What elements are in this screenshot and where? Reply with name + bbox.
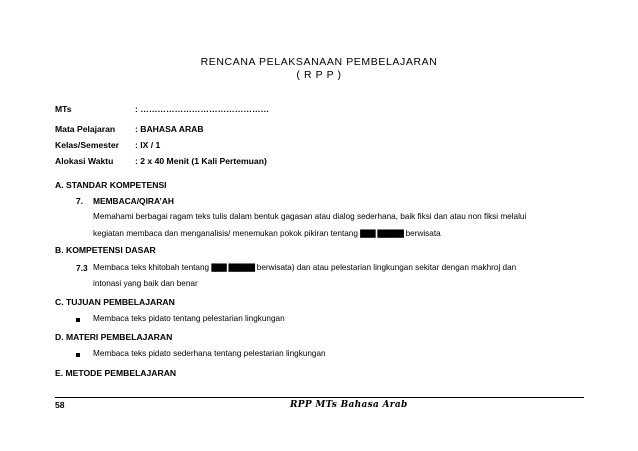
arabic-text-glyph: ███████ xyxy=(377,230,404,238)
footer-book-title: RPP MTs Bahasa Arab xyxy=(290,400,408,410)
section-b-heading: B. KOMPETENSI DASAR xyxy=(55,245,156,255)
bullet-icon xyxy=(76,318,80,322)
identity-label-mts: MTs xyxy=(55,104,72,114)
section-a-heading: A. STANDAR KOMPETENSI xyxy=(55,180,167,190)
footer-divider xyxy=(55,397,584,398)
arabic-text-glyph: ████ xyxy=(211,264,227,272)
section-a-line1: Memahami berbagai ragam teks tulis dalam bentuk gagasan atau dialog sederhana, baik fiksi dan atau non fiksi melalui xyxy=(93,212,527,221)
bullet-icon xyxy=(76,353,80,357)
section-d-heading: D. MATERI PEMBELAJARAN xyxy=(55,332,173,342)
section-a-line2 xyxy=(93,229,441,238)
section-e-heading: E. METODE PEMBELAJARAN xyxy=(55,368,177,378)
section-b-line1-post: berwisata) dan atau pelestarian lingkungan sekitar dengan makhroj dan xyxy=(256,263,517,272)
page-title: RENCANA PELAKSANAAN PEMBELAJARAN xyxy=(200,56,438,68)
identity-value-subject: : BAHASA ARAB xyxy=(135,124,204,134)
section-d-bullet: Membaca teks pidato sederhana tentang pelestarian lingkungan xyxy=(93,349,326,358)
identity-value-class: : IX / 1 xyxy=(135,140,161,150)
section-b-line2: intonasi yang baik dan benar xyxy=(93,279,198,288)
section-b-line1 xyxy=(93,263,516,272)
identity-label-class: Kelas/Semester xyxy=(55,140,120,150)
section-c-heading: C. TUJUAN PEMBELAJARAN xyxy=(55,297,175,307)
section-a-line2-pre: kegiatan membaca dan menganalisis/ menemukan pokok pikiran tentang xyxy=(93,229,358,238)
section-a-item-number: 7. xyxy=(76,196,83,206)
identity-value-time: : 2 x 40 Menit (1 Kali Pertemuan) xyxy=(135,156,267,166)
section-b-line1-pre: Membaca teks khitobah tentang xyxy=(93,263,210,272)
arabic-text-glyph: ████ xyxy=(360,230,376,238)
section-a-line2-post: berwisata xyxy=(405,229,441,238)
page-subtitle: ( R P P ) xyxy=(296,69,342,81)
footer-page-number: 58 xyxy=(55,400,65,410)
section-a-item-title: MEMBACA/QIRA’AH xyxy=(93,196,174,206)
section-b-item-number: 7.3 xyxy=(76,263,88,273)
identity-label-subject: Mata Pelajaran xyxy=(55,124,116,134)
identity-value-mts: : ……………………………………… xyxy=(135,104,270,114)
identity-label-time: Alokasi Waktu xyxy=(55,156,114,166)
section-c-bullet: Membaca teks pidato tentang pelestarian lingkungan xyxy=(93,314,285,323)
arabic-text-glyph: ███████ xyxy=(228,264,255,272)
